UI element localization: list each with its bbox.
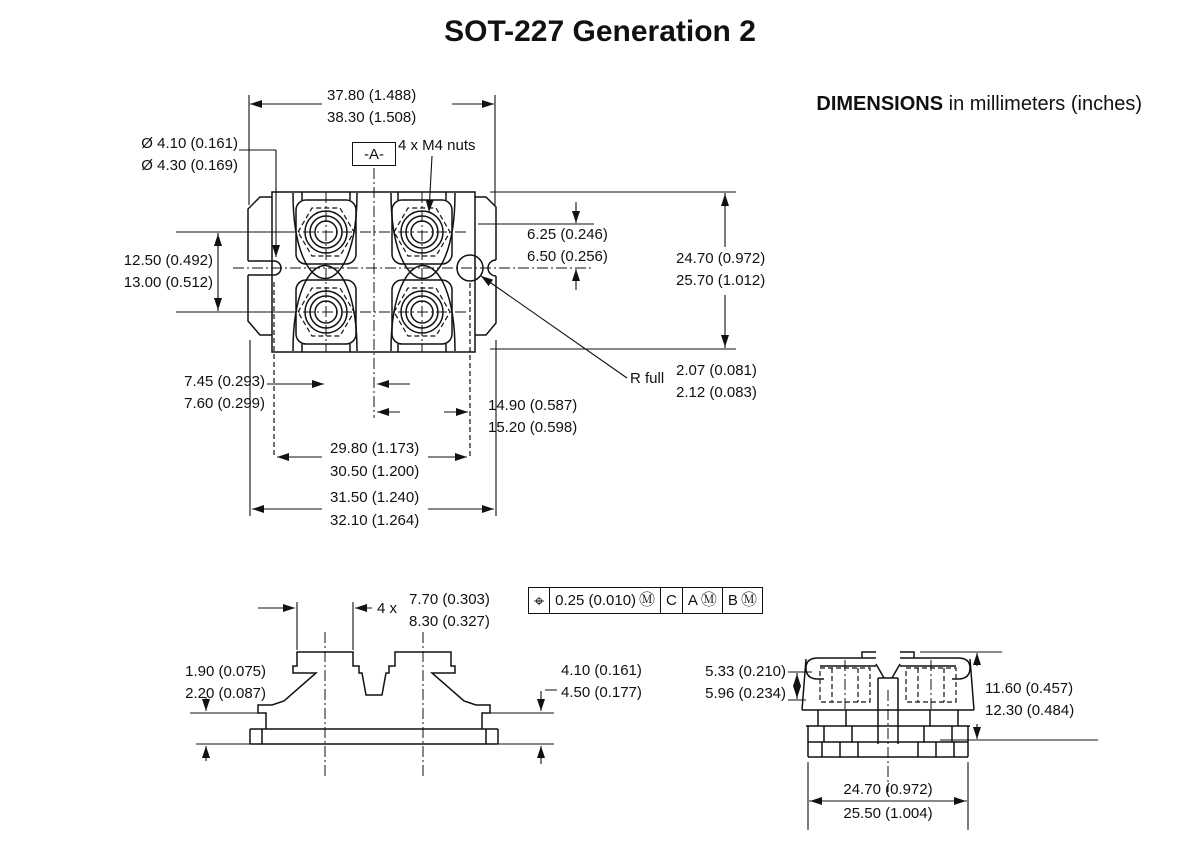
position-symbol-icon: ⌖ bbox=[534, 590, 545, 611]
dim-body-height-2: 25.70 (1.012) bbox=[676, 272, 766, 289]
dim-body-height-1: 24.70 (0.972) bbox=[676, 250, 766, 267]
dim-pad-offset-2: 7.60 (0.299) bbox=[184, 395, 265, 412]
dimensions-note bbox=[700, 92, 1142, 117]
front-view-outline bbox=[250, 652, 498, 744]
dim-hole-offset-2: 15.20 (0.598) bbox=[488, 419, 578, 436]
dim-base-height-1: 4.10 (0.161) bbox=[561, 662, 642, 679]
dim-terminal-width-2: 8.30 (0.327) bbox=[409, 613, 490, 630]
tolerance-value: 0.25 (0.010) bbox=[555, 591, 637, 609]
dim-step-height-1: 1.90 (0.075) bbox=[185, 663, 266, 680]
dim-terminal-width-1: 7.70 (0.303) bbox=[409, 591, 490, 608]
dim-radius-1: 2.07 (0.081) bbox=[676, 362, 757, 379]
dim-clip-height-2: 5.96 (0.234) bbox=[705, 685, 786, 702]
dim-base-width-2: 25.50 (1.004) bbox=[843, 805, 933, 822]
datum-a-flag: -A- bbox=[352, 142, 396, 166]
dim-clip-height-1: 5.33 (0.210) bbox=[705, 663, 786, 680]
dim-body-width-2: 32.10 (1.264) bbox=[330, 512, 420, 529]
dim-overall-width-mm: 37.80 (1.488) bbox=[327, 87, 417, 104]
dim-hole-spacing-2: 30.50 (1.200) bbox=[330, 463, 420, 480]
tolerance-frame bbox=[528, 587, 763, 614]
dim-hole-offset-1: 14.90 (0.587) bbox=[488, 397, 578, 414]
dim-pad-offset-1: 7.45 (0.293) bbox=[184, 373, 265, 390]
top-view-outline bbox=[248, 192, 496, 352]
material-modifier-icon: Ⓜ bbox=[740, 591, 757, 609]
dim-overall-width-in: 38.30 (1.508) bbox=[327, 109, 417, 126]
dim-hole-diameter-2: Ø 4.30 (0.169) bbox=[141, 157, 238, 174]
dim-base-width-1: 24.70 (0.972) bbox=[843, 781, 933, 798]
dim-nut-offset-2: 6.50 (0.256) bbox=[527, 248, 608, 265]
dim-base-height-2: 4.50 (0.177) bbox=[561, 684, 642, 701]
radius-callout: R full bbox=[630, 370, 665, 387]
dim-radius-2: 2.12 (0.083) bbox=[676, 384, 757, 401]
dim-overall-height-1: 11.60 (0.457) bbox=[985, 680, 1074, 697]
dim-hole-diameter-1: Ø 4.10 (0.161) bbox=[141, 135, 238, 152]
dimensions-note-bold: DIMENSIONS bbox=[816, 93, 944, 115]
dim-step-height-2: 2.20 (0.087) bbox=[185, 685, 266, 702]
nuts-callout: 4 x M4 nuts bbox=[398, 137, 476, 154]
dimensions-note-regular: in millimeters (inches) bbox=[943, 93, 1142, 115]
material-modifier-icon: Ⓜ bbox=[639, 591, 656, 609]
dim-body-width-1: 31.50 (1.240) bbox=[330, 489, 420, 506]
dim-row-spacing-1: 12.50 (0.492) bbox=[123, 252, 213, 269]
datum-b-cell: B Ⓜ bbox=[722, 588, 762, 613]
dimension-lines bbox=[176, 95, 1098, 830]
dim-hole-spacing-1: 29.80 (1.173) bbox=[330, 440, 420, 457]
material-modifier-icon: Ⓜ bbox=[700, 591, 717, 609]
figure-title: SOT-227 Generation 2 bbox=[444, 15, 756, 48]
tolerance-value-cell bbox=[549, 588, 660, 613]
datum-c-cell: C bbox=[660, 588, 682, 613]
dim-row-spacing-2: 13.00 (0.512) bbox=[123, 274, 213, 291]
dim-overall-height-2: 12.30 (0.484) bbox=[985, 702, 1075, 719]
datum-a-cell: A Ⓜ bbox=[682, 588, 722, 613]
dim-nut-offset-1: 6.25 (0.246) bbox=[527, 226, 608, 243]
terminal-count-prefix: 4 x bbox=[377, 600, 398, 617]
